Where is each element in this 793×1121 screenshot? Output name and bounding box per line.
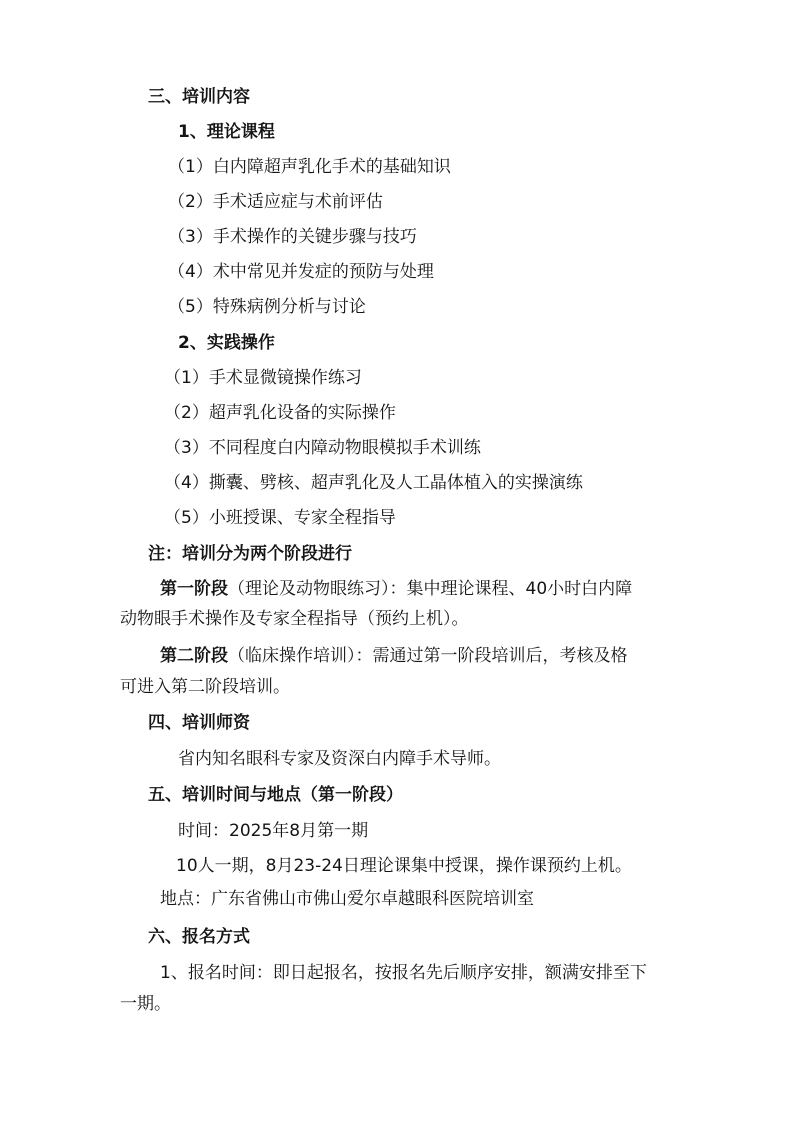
theory-item-4: （4）术中常见并发症的预防与处理 (168, 262, 434, 282)
practice-item-3: （3）不同程度白内障动物眼模拟手术训练 (164, 438, 481, 458)
theory-course-heading: 1、理论课程 (178, 122, 275, 142)
stage-2-line-2: 可进入第二阶段培训。 (120, 677, 290, 697)
theory-item-1: （1）白内障超声乳化手术的基础知识 (168, 157, 451, 177)
theory-item-3: （3）手术操作的关键步骤与技巧 (168, 227, 417, 247)
stage-1-text-1: （理论及动物眼练习）：集中理论课程、40小时白内障 (228, 579, 633, 599)
practice-item-1: （1）手术显微镜操作练习 (164, 368, 362, 388)
stage-2-text-1: （临床操作培训）：需通过第一阶段培训后，考核及格 (228, 646, 628, 666)
training-time: 时间：2025年8月第一期 (178, 821, 369, 841)
theory-item-5: （5）特殊病例分析与讨论 (168, 297, 366, 317)
practice-item-5: （5）小班授课、专家全程指导 (164, 508, 396, 528)
section-5-heading: 五、培训时间与地点（第一阶段） (148, 785, 403, 805)
section-3-heading: 三、培训内容 (148, 87, 250, 107)
training-schedule: 10人一期，8月23-24日理论课集中授课，操作课预约上机。 (176, 856, 632, 876)
theory-item-2: （2）手术适应症与术前评估 (168, 192, 383, 212)
registration-line-2: 一期。 (120, 994, 171, 1014)
practice-heading: 2、实践操作 (178, 333, 275, 353)
faculty-text: 省内知名眼科专家及资深白内障手术导师。 (178, 749, 501, 769)
stage-1-line-1 (160, 578, 632, 600)
note-heading: 注：培训分为两个阶段进行 (148, 544, 352, 564)
stage-1-label: 第一阶段 (160, 579, 228, 599)
practice-item-2: （2）超声乳化设备的实际操作 (164, 403, 396, 423)
section-6-heading: 六、报名方式 (148, 927, 250, 947)
training-location: 地点：广东省佛山市佛山爱尔卓越眼科医院培训室 (160, 889, 534, 909)
stage-1-line-2: 动物眼手术操作及专家全程指导（预约上机）。 (120, 609, 469, 629)
practice-item-4: （4）撕囊、劈核、超声乳化及人工晶体植入的实操演练 (164, 473, 583, 493)
section-4-heading: 四、培训师资 (148, 713, 250, 733)
registration-line-1: 1、报名时间：即日起报名，按报名先后顺序安排，额满安排至下 (160, 963, 647, 983)
stage-2-line-1 (160, 645, 628, 667)
stage-2-label: 第二阶段 (160, 646, 228, 666)
